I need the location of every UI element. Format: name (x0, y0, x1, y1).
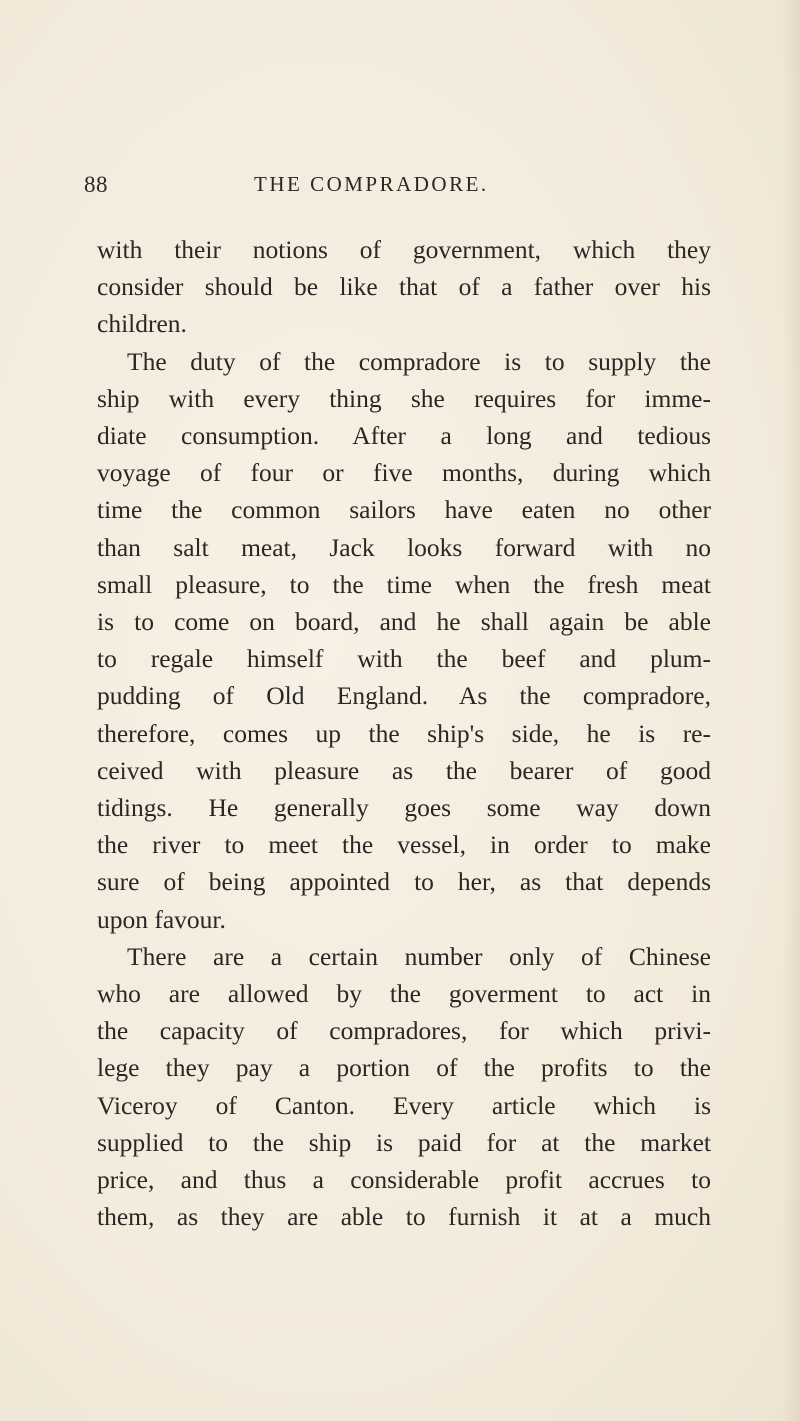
text-line: tidings. He generally goes some way down (97, 793, 711, 822)
text-line: Viceroy of Canton. Every article which is (97, 1090, 711, 1120)
text-line: them, as they are able to furnish it at a much (97, 1202, 711, 1232)
text-line: the river to meet the vessel, in order to make (97, 830, 711, 860)
text-line: sure of being appointed to her, as that depends (97, 867, 711, 897)
text-line: upon favour. (97, 904, 226, 934)
text-line: voyage of four or five months, during which (97, 458, 711, 488)
text-line: pudding of Old England. As the compradore, (97, 681, 711, 711)
text-line: diate consumption. After a long and tedious (97, 421, 711, 450)
text-line: consider should be like that of a father over his (97, 272, 711, 302)
text-line: with their notions of government, which they (97, 235, 711, 264)
text-line: The duty of the compradore is to supply the (127, 346, 711, 376)
text-line: price, and thus a considerable profit accrues to (97, 1165, 711, 1194)
page-number: 88 (84, 172, 108, 197)
text-line: than salt meat, Jack looks forward with no (97, 532, 711, 562)
text-line: There are a certain number only of Chinese (127, 941, 711, 971)
text-line: the capacity of compradores, for which privi- (97, 1016, 711, 1046)
text-line: is to come on board, and he shall again be able (97, 607, 711, 636)
page-header (84, 172, 724, 202)
text-line: to regale himself with the beef and plum- (97, 644, 711, 674)
text-line: small pleasure, to the time when the fresh meat (97, 569, 711, 599)
text-line: ship with every thing she requires for imme- (97, 383, 711, 413)
text-line: ceived with pleasure as the bearer of good (97, 755, 711, 785)
page-edge-shadow (782, 0, 800, 1421)
text-line: children. (97, 309, 187, 339)
text-line: supplied to the ship is paid for at the market (97, 1127, 711, 1157)
running-head: THE COMPRADORE. (254, 172, 489, 196)
text-line: who are allowed by the goverment to act in (97, 979, 711, 1008)
text-line: lege they pay a portion of the profits to the (97, 1053, 711, 1083)
text-line: time the common sailors have eaten no other (97, 495, 711, 525)
text-line: therefore, comes up the ship's side, he is re- (97, 718, 711, 748)
